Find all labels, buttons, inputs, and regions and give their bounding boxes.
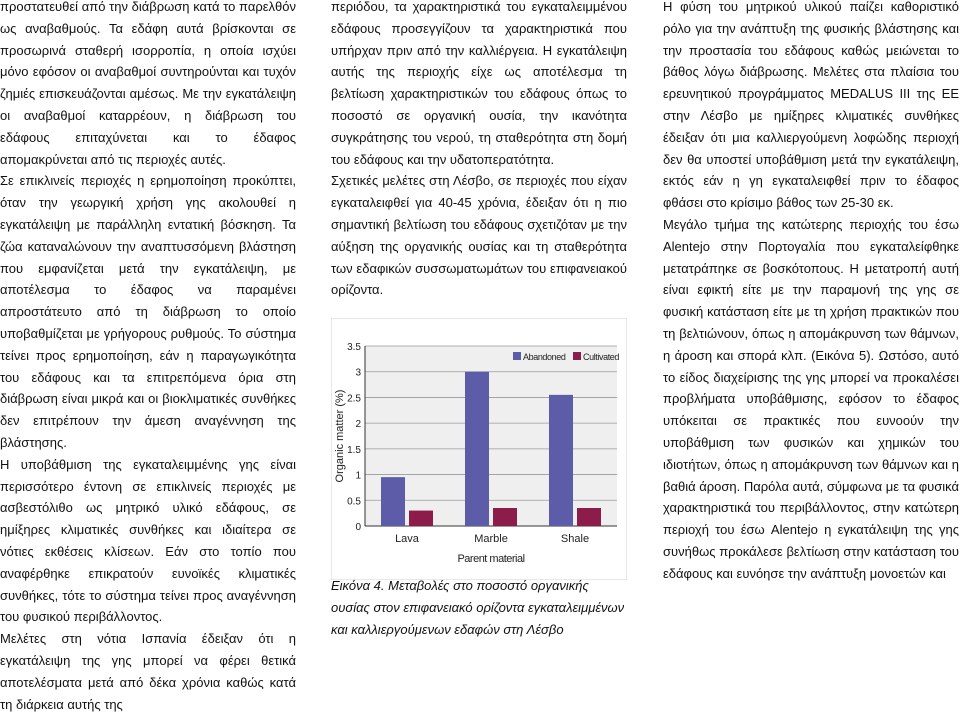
x-tick-label: Lava: [395, 533, 419, 545]
x-tick-label: Shale: [560, 533, 590, 545]
paragraph: Σε επικλινείς περιοχές η ερημοποίηση προκύπτει, όταν την γεωργική χρήση γης ακολουθεί η εγκατάλειψη με παράλληλη εντατική βόσκηση. Τα ζώα καταναλώνουν την αναπτυσσόμενη βλάστηση που εμφανίζεται μετά την εγκατάλειψη, με αποτέλεσμα το έδαφος να παραμένει απροστάτευτο από τη διάβρωση το οποίο υποβαθμίζεται με γρήγορους ρυθμούς. Το σύστημα τείνει προς ερημοποίηση, εάν η παραγωγικότητα του εδάφους και τα επιτρεπόμενα όρια στη διάβρωση είναι μικρά και οι βιοκλιματικές συνθήκες δεν επιτρέπουν την άμεση αναγέννηση της βλάστησης.: [0, 173, 296, 450]
y-tick-label: 1: [355, 470, 361, 482]
figure-chart: [331, 318, 627, 580]
y-tick-label: 3.5: [347, 342, 361, 353]
x-axis-label: Parent material: [457, 553, 525, 565]
y-tick-label: 1.5: [347, 444, 361, 456]
text-column-right: [663, 0, 959, 585]
paragraph: προστατευθεί από την διάβρωση κατά το παρελθόν ως αναβαθμούς. Τα εδάφη αυτά βρίσκονται σε προσωρινά σταθερή ισορροπία, η οποία ισχύει μόνο εφόσον οι αναβαθμοί συντηρούνται και τυχόν ζημιές επισκευάζονται αμέσως. Με την εγκατάλειψη οι αναβαθμοί καταρρέουν, η διάβρωση του εδάφους επιταχύνεται και το έδαφος απομακρύνεται από τις περιοχές αυτές.: [0, 0, 296, 167]
y-axis-label: Organic matter (%): [334, 389, 346, 483]
figure-caption: Εικόνα 4. Μεταβολές στο ποσοστό οργανικής ουσίας στον επιφανειακό ορίζοντα εγκαταλειμμένων και καλλιεργούμενων εδαφών στη Λέσβο: [331, 578, 625, 637]
paragraph: Μελέτες στη νότια Ισπανία έδειξαν ότι η εγκατάλειψη της γης μπορεί να φέρει θετικά αποτελέσματα μετά από δέκα χρόνια καθώς κατά τη διάρκεια αυτής της: [0, 631, 296, 712]
y-tick-label: 0: [355, 522, 361, 533]
paragraph: Η φύση του μητρικού υλικού παίζει καθοριστικό ρόλο για την ανάπτυξη της φυσικής βλάστησης και την προστασία του εδάφους καθώς μειώνεται το βάθος λόγω διάβρωσης. Μελέτες στα πλαίσια του ερευνητικού προγράμματος MEDALUS III της ΕΕ στην Λέσβο με ημίξηρες κλιματικές συνθήκες έδειξαν ότι μια καλλιεργούμενη λοφώδης περιοχή δεν θα υποστεί υποβάθμιση μετά την εγκατάλειψη, εκτός εάν η γη εγκαταλειφθεί πριν το έδαφος φθάσει στο κρίσιμο βάθος των 25-30 εκ.: [663, 0, 959, 211]
text-column-left: [0, 0, 296, 715]
paragraph: Η υποβάθμιση της εγκαταλειμμένης γης είναι περισσότερο έντονη σε επικλινείς περιοχές με ασβεστόλιθο ως μητρικό υλικό εδάφους, σε ημίξηρες κλιματικές συνθήκες και ιδιαίτερα σε νότιες εκθέσεις κλίσεων. Εάν στο τοπίο που αναφέρθηκε επικρατούν ευνοϊκές κλιματικές συνθήκες, τότε το σύστημα τείνει προς αναγέννηση του φυσικού περιβάλλοντος.: [0, 456, 296, 625]
y-tick-label: 2.5: [347, 393, 361, 405]
paragraph: περιόδου, τα χαρακτηριστικά του εγκαταλειμμένου εδάφους προσεγγίζουν τα χαρακτηριστικά που υπήρχαν πριν από την καλλιέργεια. Η εγκατάλειψη αυτής της περιοχής είχε ως αποτέλεσμα τη βελτίωση χαρακτηριστικών του εδάφους όπως το ποσοστό σε οργανική ουσία, την ικανότητα συγκράτησης του νερού, τη σταθερότητα στη δομή του εδάφους και την υδατοπερατότητα.: [331, 0, 627, 167]
y-tick-label: 0.5: [347, 496, 361, 508]
bar-abandoned: [381, 477, 405, 526]
paragraph: Σχετικές μελέτες στη Λέσβο, σε περιοχές που είχαν εγκαταλειφθεί για 40-45 χρόνια, έδειξαν ότι η πιο σημαντική βελτίωση του εδάφους σχετιζόταν με την αύξηση της οργανικής ουσίας και τη σταθερότητα των εδαφικών συσσωματωμάτων του επιφανειακού ορίζοντα.: [331, 173, 627, 298]
y-tick-label: 3: [355, 367, 361, 379]
text-column-middle: [331, 0, 627, 301]
organic-matter-bar-chart: [331, 318, 627, 580]
bar-cultivated: [409, 511, 433, 526]
bar-abandoned: [549, 395, 573, 526]
bar-abandoned: [465, 372, 489, 526]
bar-cultivated: [493, 508, 517, 526]
y-tick-label: 2: [355, 419, 361, 431]
x-tick-label: Marble: [474, 533, 508, 545]
bar-cultivated: [577, 508, 601, 526]
legend-swatch: [513, 352, 521, 360]
legend-swatch: [573, 352, 581, 360]
legend-label: Cultivated: [583, 352, 620, 362]
legend-label: Abandoned: [523, 352, 566, 362]
paragraph: Μεγάλο τμήμα της κατώτερης περιοχής του έσω Alentejo στην Πορτογαλία που εγκαταλείφθηκε μετατράπηκε σε βοσκότοπους. Η μετατροπή αυτή είναι εφικτή είτε με την παραμονή της γης σε φυσική κατάσταση είτε με τη χρήση πρακτικών που τη βελτιώνουν, όπως η απομάκρυνση των θάμνων, η άροση και σπορά κλπ. (Εικόνα 5). Ωστόσο, αυτό το είδος διαχείρισης της γης μπορεί να προκαλέσει προβλήματα υποβάθμισης, εφόσον το έδαφος υπόκειται σε πρακτικές που ευνοούν την υποβάθμιση των φυσικών και χημικών του ιδιοτήτων, όπως η απομάκρυνση των θάμνων και η βαθιά άροση. Παρόλα αυτά, σύμφωνα με τα φυσικά χαρακτηριστικά του περιβάλλοντος, στην κατώτερη περιοχή του έσω Alentejo η εγκατάλειψη της γης συνήθως προκάλεσε βελτίωση στην κατάσταση του εδάφους και ευνόησε την ανάπτυξη μονοετών και: [663, 216, 959, 581]
